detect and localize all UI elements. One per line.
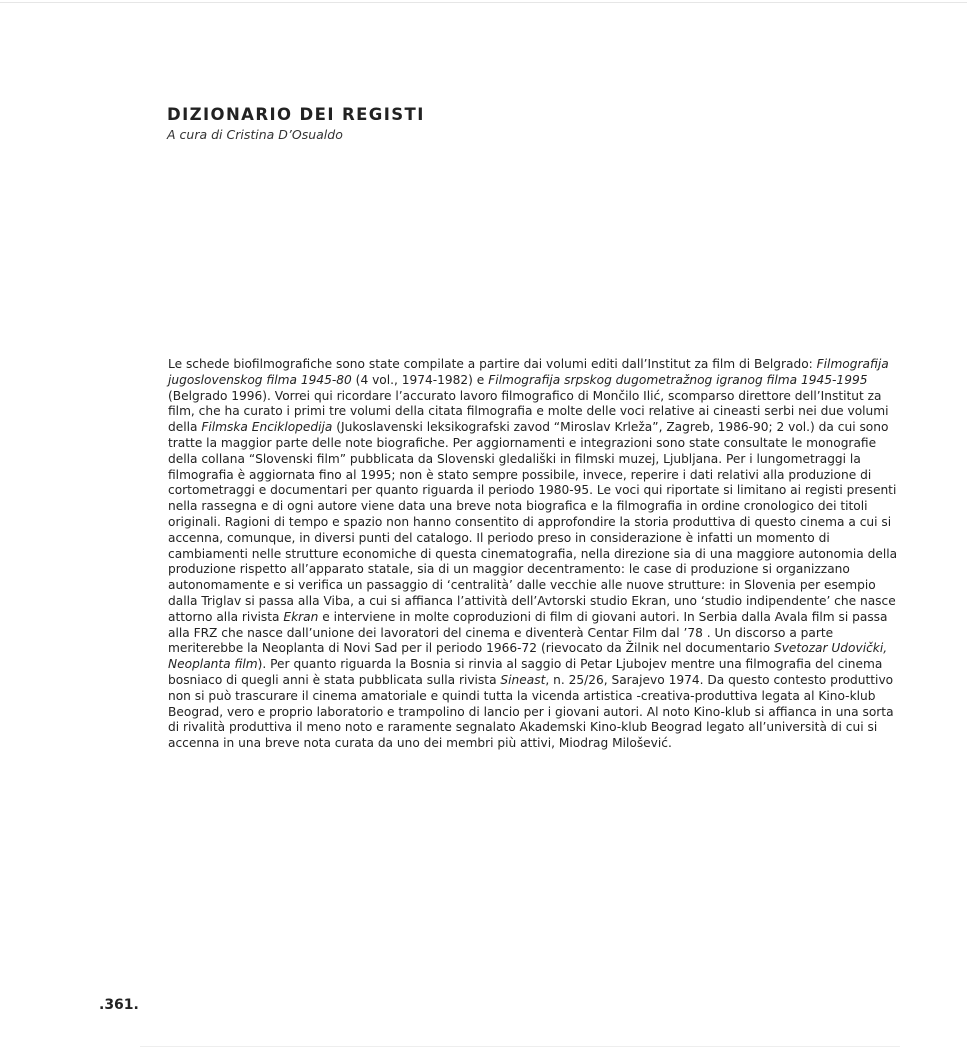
text-run: bosniaco di quegli anni è stata pubblicata sulla rivista (168, 672, 501, 687)
text-run: (Belgrado 1996). Vorrei qui ricordare l’accurato lavoro filmografico di Mončilo Ilić, scomparso direttore dell’Institut za (168, 388, 882, 403)
bottom-rule (140, 1046, 900, 1047)
text-line (168, 483, 897, 499)
text-run: originali. Ragioni di tempo e spazio non hanno consentito di approfondire la storia produttiva di questo cinema a cui si (168, 514, 892, 529)
text-line (168, 373, 888, 389)
page-number: .361. (99, 997, 139, 1013)
text-run: attorno alla rivista (168, 609, 284, 624)
text-run: Beograd, vero e proprio laboratorio e trampolino di lancio per i giovani autori. Al noto Kino-klub si affianca in una sorta (168, 704, 894, 719)
text-line (168, 389, 888, 405)
text-line (168, 641, 888, 657)
text-line (168, 404, 888, 420)
text-line (168, 657, 888, 673)
text-run: nella rassegna e di ogni autore viene data una breve nota biografica e la filmografia in ordine cronologico dei titoli (168, 499, 868, 514)
text-run: cortometraggi e documentari per quanto riguarda il periodo 1980-95. Le voci qui riportate si limitano ai registi presenti (168, 483, 897, 498)
italic-title: jugoslovenskog filma 1945-80 (168, 372, 352, 387)
text-run: della (168, 420, 202, 435)
text-run: meriterebbe la Neoplanta di Novi Sad per il periodo 1966-72 (rievocato da Žilnik nel documentario (168, 641, 774, 656)
text-run: tratte la maggior parte delle note biografiche. Per aggiornamenti e integrazioni sono state consultate le monografie (168, 435, 877, 450)
text-line (168, 562, 888, 578)
text-line (168, 436, 888, 452)
text-run: alla FRZ che nasce dall’unione dei lavoratori del cinema e diventerà Centar Film dal ’78 . Un discorso a parte (168, 625, 834, 640)
text-line (168, 704, 894, 721)
text-line (168, 610, 888, 626)
text-run: (Jukoslavenski leksikografski zavod “Miroslav Krleža”, Zagreb, 1986-90; 2 vol.) da cui sono (332, 420, 889, 435)
text-run: ). Per quanto riguarda la Bosnia si rinvia al saggio di Petar Ljubojev mentre una filmografia del cinema (257, 657, 883, 672)
text-line (168, 626, 888, 642)
text-line (168, 720, 888, 736)
italic-title: Ekran (283, 609, 319, 624)
text-run: autonomamente e si verifica un passaggio di ‘centralità’ dalle vecchie alle nuove strutture: in Slovenia per esempio (168, 578, 876, 593)
text-line (168, 546, 898, 563)
text-run: di rivalità produttiva il meno noto e raramente segnalato Akademski Kino-klub Beograd legato all’università di cui si (168, 720, 878, 735)
text-run: Le schede biofilmografiche sono state compilate a partire dai volumi editi dall’Institut za film di Belgrado: (168, 357, 817, 371)
text-run: accenna, comunque, in diversi punti del catalogo. Il periodo preso in considerazione è infatti un momento di (168, 530, 830, 545)
italic-title: Neoplanta film (168, 657, 258, 672)
text-line (168, 514, 892, 531)
text-run: (4 vol., 1974-1982) e (351, 372, 489, 387)
text-line (168, 499, 888, 515)
italic-title: Svetozar Udovički, (773, 641, 888, 656)
text-line (168, 578, 888, 594)
text-run: e interviene in molte coproduzioni di film di giovani autori. In Serbia dalla Avala film si passa (318, 609, 888, 624)
text-run: produzione rispetto all’apparato statale, sia di un maggior decentramento: le case di produzione si organizzano (168, 562, 850, 577)
text-run: film, che ha curato i primi tre volumi della citata filmografia e molte delle voci relative ai cineasti serbi nei due volumi (168, 404, 889, 419)
text-run: dalla Triglav si passa alla Viba, a cui si affianca l’attività dell’Avtorski studio Ekran, uno ‘studio indipendente’ che nasce (168, 593, 896, 608)
text-line (168, 593, 896, 610)
introduction-paragraph (168, 357, 898, 752)
italic-title: Filmska Enciklopedija (201, 420, 333, 435)
text-run: della collana “Slovenski film” pubblicata da Slovenski gledališki in filmski muzej, Ljubljana. Per i lungometraggi la (168, 451, 861, 466)
text-line (168, 420, 888, 436)
text-run: cambiamenti nelle strutture economiche di questa cinematografia, nella direzione sia di una maggiore autonomia della (168, 546, 898, 561)
text-run: , n. 25/26, Sarajevo 1974. Da questo contesto produttivo (545, 672, 894, 687)
italic-title: Sineast (500, 672, 546, 687)
text-line (168, 689, 888, 705)
page-title: DIZIONARIO DEI REGISTI (167, 105, 425, 124)
text-run: accenna in una breve nota curata da uno dei membri più attivi, Miodrag Milošević. (168, 736, 672, 751)
text-line (168, 672, 894, 689)
text-run: filmografia è aggiornata fino al 1995; non è stato sempre possibile, invece, reperire i dati relativi alla produzione di (168, 467, 872, 482)
text-line (168, 468, 888, 484)
italic-title: Filmografija srpskog dugometražnog igranog filma 1945-1995 (488, 372, 868, 387)
editor-credit: A cura di Cristina D’Osualdo (167, 127, 343, 142)
text-line (168, 452, 888, 468)
text-line (168, 531, 888, 547)
text-line (168, 357, 888, 373)
top-rule (0, 2, 967, 3)
text-run: non si può trascurare il cinema amatoriale e quindi tutta la vicenda artistica -creativa-produttiva legata al Kino-klub (168, 688, 876, 703)
text-line (168, 736, 888, 752)
italic-title: Filmografija (816, 357, 889, 371)
